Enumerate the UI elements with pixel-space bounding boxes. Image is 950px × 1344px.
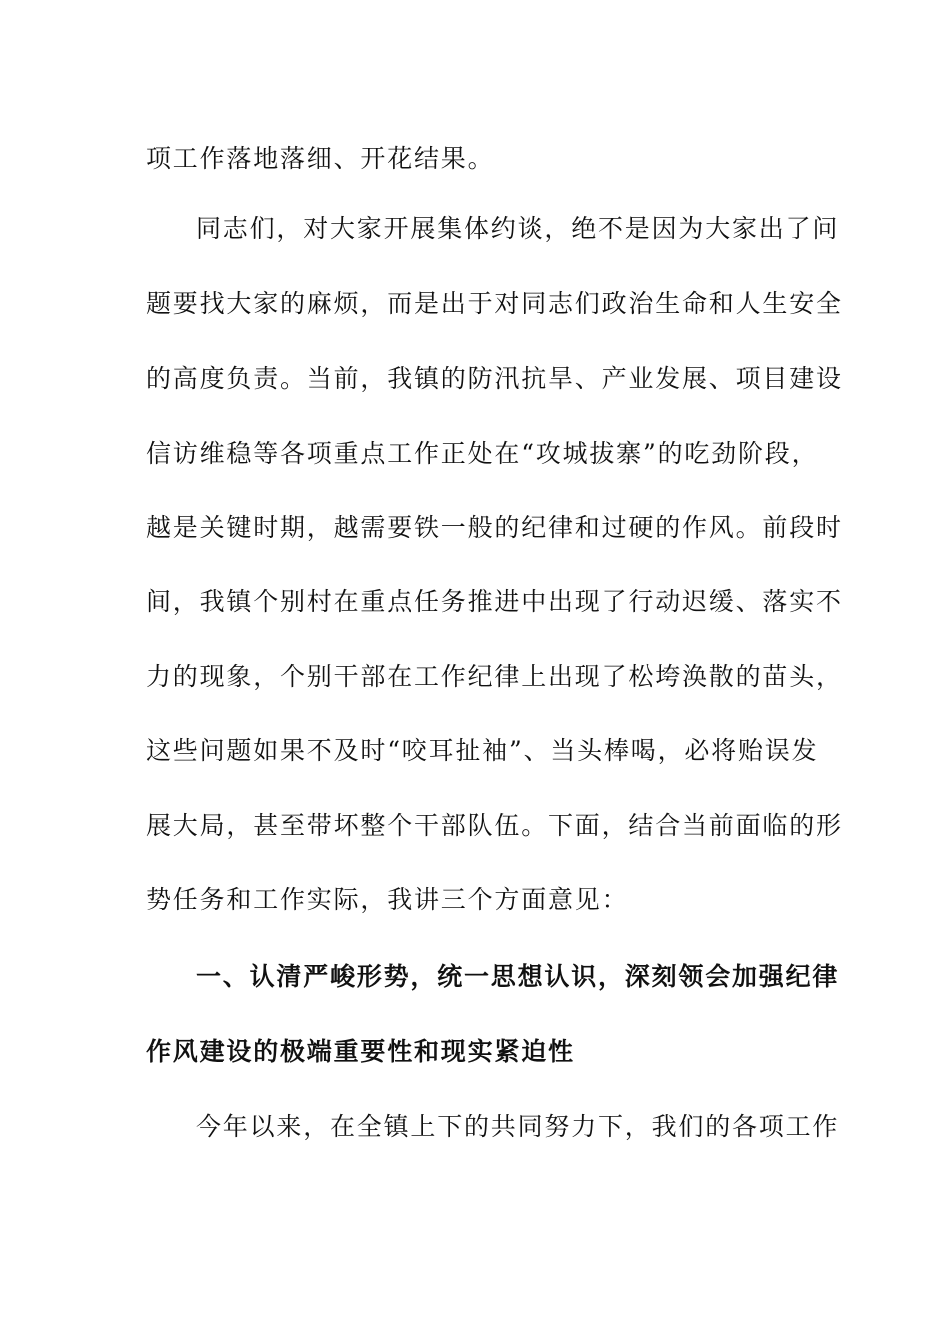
paragraph-line: 势任务和工作实际，我讲三个方面意见： [146,885,629,914]
paragraph-line: 力的现象，个别干部在工作纪律上出现了松垮涣散的苗头， [146,662,843,691]
section-heading-line: 一、认清严峻形势，统一思想认识，深刻领会加强纪律 [196,962,840,991]
section-heading-line: 作风建设的极端重要性和现实紧迫性 [146,1037,575,1066]
paragraph-line: 信访维稳等各项重点工作正处在“攻城拔寨”的吃劲阶段， [146,439,819,468]
paragraph-line: 同志们，对大家开展集体约谈，绝不是因为大家出了问 [196,214,840,243]
paragraph-line: 的高度负责。当前，我镇的防汛抗旱、产业发展、项目建设 [146,364,843,393]
paragraph-line: 项工作落地落细、开花结果。 [146,144,495,173]
paragraph-line: 展大局，甚至带坏整个干部队伍。下面，结合当前面临的形 [146,811,843,840]
paragraph-line: 间，我镇个别村在重点任务推进中出现了行动迟缓、落实不 [146,587,843,616]
paragraph-line: 题要找大家的麻烦，而是出于对同志们政治生命和人生安全 [146,289,843,318]
paragraph-line: 这些问题如果不及时“咬耳扯袖”、当头棒喝，必将贻误发 [146,736,819,765]
paragraph-line: 今年以来，在全镇上下的共同努力下，我们的各项工作 [196,1112,840,1141]
paragraph-line: 越是关键时期，越需要铁一般的纪律和过硬的作风。前段时 [146,513,843,542]
